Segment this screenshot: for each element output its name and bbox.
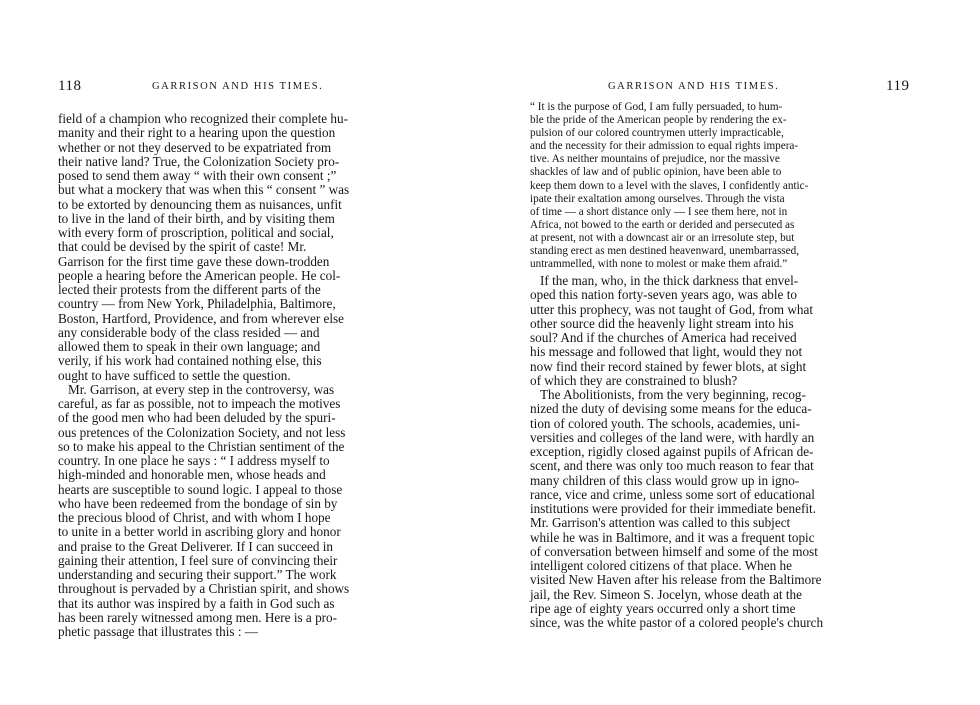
text-line: gaining their attention, I feel sure of convincing their — [58, 552, 338, 568]
text-line: who have been redeemed from the bondage of sin by — [58, 495, 338, 511]
text-line: institutions were provided for their immediate benefit. — [530, 501, 817, 516]
text-line: field of a champion who recognized their complete hu- — [58, 111, 349, 126]
text-line: ought to have sufficed to settle the question. — [58, 367, 291, 383]
text-line: If the man, who, in the thick darkness that envel- — [540, 273, 799, 288]
text-line: of which they are constrained to blush? — [530, 372, 738, 388]
text-line: of time — a short distance only — I see them here, not in — [530, 205, 788, 218]
running-head: GARRISON AND HIS TIMES. — [152, 81, 324, 92]
text-line: ble the pride of the American people by rendering the ex- — [530, 114, 787, 127]
text-line: ripe age of eighty years occurred only a short time — [530, 600, 796, 616]
block-quote — [530, 101, 880, 271]
text-line: ous pretences of the Colonization Society, and not less — [58, 424, 346, 440]
text-line: Mr. Garrison's attention was called to this subject — [530, 515, 791, 531]
text-line: rance, vice and crime, unless some sort of educational — [530, 486, 815, 502]
text-line: while he was in Baltimore, and it was a frequent topic — [530, 529, 815, 545]
text-line: to unite in a better world in ascribing glory and honor — [58, 524, 341, 540]
text-line: soul? And if the churches of America had received — [530, 330, 797, 345]
text-line: manity and their right to a hearing upon the question — [58, 125, 336, 141]
right-page — [490, 0, 980, 705]
text-line: shackles of law and of public opinion, have been able to — [530, 166, 782, 179]
text-line: tive. As neither mountains of prejudice, nor the massive — [530, 153, 780, 166]
text-line: intelligent colored citizens of that place. When he — [530, 558, 792, 573]
page-number: 118 — [58, 78, 82, 94]
text-line: Garrison for the first time gave these down-trodden — [58, 253, 330, 269]
text-line: with every form of proscription, political and social, — [58, 225, 334, 240]
text-line: to live in the land of their birth, and by visiting them — [58, 210, 335, 226]
text-line: oped this nation forty-seven years ago, was able to — [530, 287, 797, 303]
text-line: country — from New York, Philadelphia, Baltimore, — [58, 296, 336, 312]
text-line: verily, if his work had contained nothing else, this — [58, 353, 322, 369]
text-line: his message and followed that light, would they not — [530, 344, 803, 360]
body-text — [58, 112, 422, 639]
text-line: other source did the heavenly light stream into his — [530, 315, 794, 331]
text-line: versities and colleges of the land were, with hardly an — [530, 429, 815, 445]
text-line: lected their protests from the different parts of the — [58, 282, 321, 297]
text-line: now find their record stained by fewer blots, at sight — [530, 358, 807, 374]
text-line: The Abolitionists, from the very beginning, recog- — [540, 387, 806, 402]
text-line: many children of this class would grow up in igno- — [530, 472, 800, 488]
text-line: whether or not they deserved to be expatriated from — [58, 139, 332, 155]
text-line: ipate their exaltation among ourselves. Through the vista — [530, 192, 785, 205]
text-line: and the necessity for their admission to equal rights impera- — [530, 140, 799, 153]
text-line: tion of colored youth. The schools, academies, uni- — [530, 415, 801, 431]
text-line: scent, and there was only too much reason to fear that — [530, 458, 814, 474]
text-line: hearts are susceptible to sound logic. I appeal to those — [58, 481, 343, 497]
text-line: careful, as far as possible, not to impeach the motives — [58, 396, 341, 411]
text-line: utter this prophecy, was not taught of God, from what — [530, 301, 813, 317]
text-line: “ It is the purpose of God, I am fully persuaded, to hum- — [530, 101, 783, 113]
page-number: 119 — [886, 78, 910, 94]
text-line: allowed them to speak in their own language; and — [58, 339, 321, 354]
text-line: people a hearing before the American people. He col- — [58, 267, 341, 283]
text-line: that its author was inspired by a faith in God such as — [58, 595, 335, 611]
text-line: pulsion of our colored countrymen utterly impracticable, — [530, 127, 784, 140]
text-line: standing erect as men destined heavenward, unembarrassed, — [530, 245, 800, 258]
text-line: but what a mockery that was when this “ consent ” was — [58, 182, 350, 198]
text-line: Boston, Hartford, Providence, and from wherever else — [58, 310, 345, 326]
text-line: their native land? True, the Colonization Society pro- — [58, 153, 340, 169]
text-line: high-minded and honorable men, whose heads and — [58, 467, 326, 483]
running-head: GARRISON AND HIS TIMES. — [608, 81, 780, 92]
text-line: so to make his appeal to the Christian sentiment of the — [58, 438, 345, 454]
text-line: untrammelled, with none to molest or make them afraid.” — [530, 258, 788, 271]
text-line: and praise to the Great Deliverer. If I can succeed in — [58, 538, 333, 554]
text-line: of the good men who had been deluded by the spuri- — [58, 410, 336, 426]
text-line: Mr. Garrison, at every step in the controversy, was — [68, 381, 335, 397]
text-line: understanding and securing their support.” The work — [58, 567, 337, 582]
text-line: the precious blood of Christ, and with whom I hope — [58, 510, 331, 525]
text-line: at present, not with a downcast air or an irresolute step, but — [530, 231, 795, 244]
text-line: country. In one place he says : “ I address myself to — [58, 453, 330, 468]
text-line: any considerable body of the class resided — and — [58, 324, 320, 340]
text-line: since, was the white pastor of a colored people's church — [530, 615, 824, 630]
text-line: to be extorted by denouncing them as nuisances, unfit — [58, 196, 342, 212]
body-text — [530, 274, 880, 630]
text-line: posed to send them away “ with their own consent ;” — [58, 168, 337, 183]
text-line: of conversation between himself and some of the most — [530, 543, 818, 559]
text-line: exception, rigidly closed against pupils of African de- — [530, 444, 814, 459]
text-line: nized the duty of devising some means for the educa- — [530, 401, 812, 417]
text-line: that could be devised by the spirit of caste! Mr. — [58, 239, 307, 255]
text-line: phetic passage that illustrates this : — — [58, 624, 258, 639]
text-line: visited New Haven after his release from the Baltimore — [530, 572, 822, 588]
text-line: throughout is pervaded by a Christian spirit, and shows — [58, 581, 350, 597]
text-line: jail, the Rev. Simeon S. Jocelyn, whose death at the — [530, 586, 802, 602]
text-line: Africa, not bowed to the earth or derided and persecuted as — [530, 218, 795, 231]
text-line: keep them down to a level with the slaves, I confidently antic- — [530, 179, 809, 192]
text-line: has been rarely witnessed among men. Here is a pro- — [58, 609, 338, 625]
